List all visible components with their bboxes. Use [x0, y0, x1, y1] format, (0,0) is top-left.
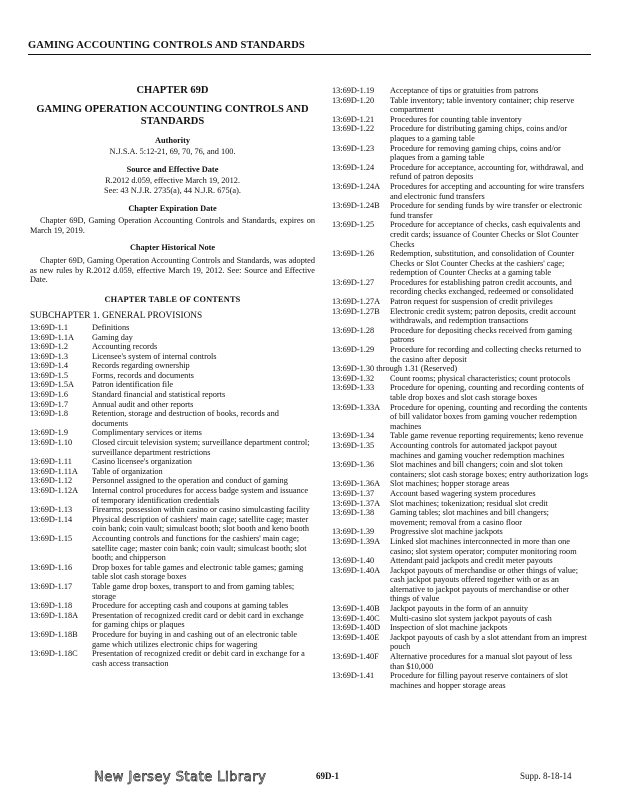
toc-entry [30, 649, 315, 668]
section-number: 13:69D-1.12A [30, 486, 79, 495]
source-line-1: R.2012 d.059, effective March 19, 2012. [105, 176, 240, 186]
section-number: 13:69D-1.19 [332, 86, 375, 95]
section-title: Accounting controls for automated jackpot payout machines and gaming voucher redemption machines [390, 440, 565, 460]
section-number: 13:69D-1.36 [332, 460, 375, 470]
section-title: Procedure for removing gaming chips, coins and/or plaques from a gaming table [390, 143, 561, 163]
toc-entry [332, 115, 588, 125]
toc-entry [332, 441, 588, 460]
section-number: 13:69D-1.6 [30, 390, 69, 400]
toc-heading: CHAPTER TABLE OF CONTENTS [104, 294, 241, 304]
toc-entry [30, 611, 315, 630]
section-number: 13:69D-1.37 [332, 488, 375, 498]
section-title: Procedure for sending funds by wire transfer or electronic fund transfer [390, 201, 583, 220]
section-title: Electronic credit system; patron deposits, credit account withdrawals, and redemption transactions [390, 306, 576, 326]
section-number: 13:69D-1.20 [332, 95, 375, 105]
toc-entry [332, 527, 588, 537]
section-number: 13:69D-1.18 [30, 601, 73, 611]
toc-entry [332, 220, 588, 249]
toc-entry [30, 476, 315, 486]
section-number: 13:69D-1.32 [332, 373, 375, 383]
section-title: Procedure for filling payout reserve containers of slot machines and hopper storage areas [390, 671, 568, 690]
toc-entry [30, 333, 315, 343]
section-number: 13:69D-1.1A [30, 332, 75, 342]
section-title: Accounting records [92, 342, 158, 352]
section-number: 13:69D-1.18B [30, 629, 78, 639]
toc-entry [30, 563, 315, 582]
toc-entry [332, 383, 588, 402]
section-number: 13:69D-1.18A [30, 610, 79, 620]
section-title: Closed circuit television system; surveillance department control; surveillance department restrictions [92, 438, 310, 457]
section-title: Procedures for accepting and accounting for wire transfers and electronic fund transfers [390, 181, 585, 201]
section-title: Alternative procedures for a manual slot payout of less than $10,000 [390, 652, 573, 671]
expiration-heading: Chapter Expiration Date [128, 203, 217, 213]
section-title: Table game revenue reporting requirements; keno revenue [390, 431, 584, 441]
section-title: Procedure for acceptance, accounting for, withdrawal, and refund of patron deposits [390, 162, 584, 182]
section-number: 13:69D-1.35 [332, 440, 375, 450]
section-title: Table game drop boxes, transport to and from gaming tables; storage [92, 581, 295, 601]
toc-entry [30, 467, 315, 477]
section-title: Procedure for buying in and cashing out of an electronic table game which utilizes electronic chips for wagering [92, 629, 298, 649]
chapter-title: GAMING OPERATION ACCOUNTING CONTROLS AND STANDARDS [36, 103, 309, 127]
section-number: 13:69D-1.26 [332, 249, 375, 259]
section-number: 13:69D-1.11 [30, 457, 72, 467]
section-number: 13:69D-1.39 [332, 527, 375, 537]
section-title: 13:69D-1.30 through 1.31 (Reserved) [332, 364, 458, 374]
section-number: 13:69D-1.34 [332, 431, 375, 441]
section-number: 13:69D-1.12 [30, 476, 73, 486]
toc-entry [332, 307, 588, 326]
page-number: 69D-1 [316, 771, 339, 781]
section-title: Count rooms; physical characteristics; count protocols [390, 373, 571, 383]
toc-entry [332, 489, 588, 499]
section-number: 13:69D-1.23 [332, 143, 375, 153]
toc-entry [332, 278, 588, 297]
section-number: 13:69D-1.37A [332, 498, 381, 508]
section-title: Table of organization [92, 466, 163, 476]
section-number: 13:69D-1.8 [30, 409, 69, 419]
section-title: Presentation of recognized credit card or debit card in exchange for gaming chips or plaques [92, 610, 304, 630]
section-number: 13:69D-1.27A [332, 297, 381, 307]
section-title: Jackpot payouts in the form of an annuity [390, 604, 529, 614]
section-number: 13:69D-1.15 [30, 533, 73, 543]
toc-entry [30, 486, 315, 505]
toc-entry [30, 630, 315, 649]
toc-entry [332, 479, 588, 489]
toc-entry [332, 604, 588, 614]
section-title: Account based wagering system procedures [390, 488, 536, 498]
toc-entry [332, 201, 588, 220]
section-title: Physical description of cashiers' main cage; satellite cage; master coin bank; coin vault; simulcast booth; slot booth and keno booth [92, 514, 310, 534]
section-title: Patron request for suspension of credit privileges [390, 297, 553, 307]
section-title: Jackpot payouts of merchandise or other things of value; cash jackpot payouts offered together with or as an alternative to jackpot payouts of merchandise or other things of value [390, 565, 579, 604]
section-title: Procedure for opening, counting and recording contents of table drop boxes and slot cash storage boxes [390, 383, 584, 402]
section-title: Annual audit and other reports [92, 399, 194, 409]
right-column [332, 86, 588, 690]
section-number: 13:69D-1.40A [332, 565, 381, 575]
section-number: 13:69D-1.24B [332, 201, 380, 211]
section-title: Procedure for distributing gaming chips, coins and/or plaques to a gaming table [390, 124, 568, 143]
section-title: Redemption, substitution, and consolidation of Counter Checks or Slot Counter Checks at the cashiers' cage; redemption of Counter Checks at a gaming table [390, 249, 575, 278]
toc-entry [30, 352, 315, 362]
section-number: 13:69D-1.24 [332, 162, 375, 172]
section-number: 13:69D-1.27 [332, 277, 375, 287]
section-title: Slot machines; hopper storage areas [390, 479, 510, 489]
section-title: Presentation of recognized credit or debit card in exchange for a cash access transaction [92, 649, 305, 668]
toc-entry [332, 460, 588, 479]
section-number: 13:69D-1.33A [332, 402, 381, 412]
authority-heading: Authority [154, 135, 191, 145]
section-number: 13:69D-1.40D [332, 623, 381, 633]
running-head: GAMING ACCOUNTING CONTROLS AND STANDARDS [28, 40, 305, 51]
library-watermark: New Jersey State Library [94, 770, 267, 785]
section-title: Multi-casino slot system jackpot payouts of cash [390, 613, 552, 623]
section-number: 13:69D-1.25 [332, 220, 375, 230]
section-title: Attendant paid jackpots and credit meter payouts [390, 556, 553, 566]
section-number: 13:69D-1.5 [30, 370, 69, 380]
section-title: Personnel assigned to the operation and conduct of gaming [92, 476, 288, 486]
authority-text: N.J.S.A. 5:12-21, 69, 70, 76, and 100. [109, 147, 236, 157]
section-title: Definitions [92, 322, 130, 332]
history-text: Chapter 69D, Gaming Operation Accounting Controls and Standards, was adopted as new rules by R.2012 d.059, effective March 19, 2012. See: Source and Effective Date. [30, 255, 315, 285]
section-title: Procedure for accepting cash and coupons at gaming tables [92, 601, 289, 611]
left-column [30, 84, 315, 668]
section-title: Slot machines; tokenization; residual slot credit [390, 498, 548, 508]
section-number: 13:69D-1.17 [30, 581, 73, 591]
section-number: 13:69D-1.38 [332, 508, 375, 518]
toc-entry [332, 671, 588, 690]
toc-entry [30, 361, 315, 371]
toc-entry [332, 364, 588, 374]
toc-entry [30, 342, 315, 352]
section-number: 13:69D-1.4 [30, 361, 69, 371]
chapter-number: CHAPTER 69D [136, 85, 209, 96]
toc-entry [332, 556, 588, 566]
section-number: 13:69D-1.14 [30, 514, 73, 524]
subchapter-heading: SUBCHAPTER 1. GENERAL PROVISIONS [30, 311, 203, 322]
toc-entry [332, 431, 588, 441]
toc-entry [332, 614, 588, 624]
section-title: Accounting controls and functions for the cashiers' main cage; satellite cage; master coin bank; coin vault; simulcast booth; slot booth; and chipperson [92, 533, 307, 563]
section-title: Linked slot machines interconnected in more than one casino; slot system operator; computer monitoring room [390, 536, 577, 556]
toc-entry [30, 505, 315, 515]
toc-entry [30, 534, 315, 563]
toc-entry [332, 86, 588, 96]
section-title: Records regarding ownership [92, 361, 190, 371]
section-number: 13:69D-1.29 [332, 345, 375, 355]
section-title: Standard financial and statistical reports [92, 390, 226, 400]
toc-entry [332, 499, 588, 509]
toc-entry [30, 400, 315, 410]
supplement-date: Supp. 8-18-14 [520, 771, 572, 781]
toc-entry [332, 124, 588, 143]
section-number: 13:69D-1.39A [332, 536, 381, 546]
toc-entry [332, 249, 588, 278]
toc-entry [30, 380, 315, 390]
section-title: Complimentary services or items [92, 428, 202, 438]
header-rule [28, 54, 591, 55]
toc-entry [332, 623, 588, 633]
toc-entry [332, 403, 588, 432]
toc-entry [332, 297, 588, 307]
section-number: 13:69D-1.7 [30, 399, 69, 409]
toc-entry [332, 633, 588, 652]
section-number: 13:69D-1.10 [30, 438, 73, 448]
section-title: Slot machines and bill changers; coin and slot token containers; slot cash storage boxes; entry authorization logs [390, 460, 588, 479]
section-number: 13:69D-1.24A [332, 181, 381, 191]
toc-entry [332, 508, 588, 527]
toc-entry [332, 182, 588, 201]
section-number: 13:69D-1.28 [332, 325, 375, 335]
section-number: 13:69D-1.40 [332, 556, 375, 566]
toc-entry [30, 371, 315, 381]
toc-entry [332, 144, 588, 163]
section-number: 13:69D-1.11A [30, 466, 78, 476]
toc-list-right [332, 86, 588, 690]
section-number: 13:69D-1.18C [30, 649, 78, 659]
section-number: 13:69D-1.27B [332, 306, 380, 316]
section-title: Gaming day [92, 332, 133, 342]
section-number: 13:69D-1.16 [30, 562, 73, 572]
toc-entry [30, 409, 315, 428]
section-number: 13:69D-1.13 [30, 505, 73, 515]
toc-entry [30, 457, 315, 467]
section-number: 13:69D-1.22 [332, 124, 375, 134]
toc-list-left [30, 323, 315, 668]
section-number: 13:69D-1.2 [30, 342, 69, 352]
section-title: Firearms; possession within casino or casino simulcasting facility [92, 505, 310, 515]
section-number: 13:69D-1.5A [30, 380, 75, 390]
section-number: 13:69D-1.36A [332, 479, 381, 489]
section-title: Retention, storage and destruction of books, records and documents [92, 409, 279, 428]
toc-entry [332, 163, 588, 182]
section-title: Procedure for opening, counting and recording the contents of bill validator boxes from gaming voucher redemption machines [390, 402, 588, 431]
section-title: Gaming tables; slot machines and bill changers; movement; removal from a casino floor [390, 508, 549, 527]
section-title: Procedures for establishing patron credit accounts, and recording checks exchanged, redeemed or consolidated [390, 277, 574, 297]
source-line-2: See: 43 N.J.R. 2735(a), 44 N.J.R. 675(a). [104, 185, 241, 195]
section-number: 13:69D-1.1 [30, 322, 69, 332]
section-title: Forms, records and documents [92, 370, 194, 380]
toc-entry [30, 515, 315, 534]
toc-entry [332, 652, 588, 671]
section-number: 13:69D-1.3 [30, 351, 69, 361]
section-number: 13:69D-1.40C [332, 613, 380, 623]
section-title: Drop boxes for table games and electronic table games; gaming table slot cash storage boxes [92, 562, 304, 582]
section-title: Procedures for counting table inventory [390, 114, 522, 124]
toc-entry [30, 323, 315, 333]
section-number: 13:69D-1.40F [332, 652, 379, 662]
section-number: 13:69D-1.33 [332, 383, 375, 393]
section-title: Progressive slot machine jackpots [390, 527, 503, 537]
section-title: Inspection of slot machine jackpots [390, 623, 508, 633]
section-number: 13:69D-1.41 [332, 671, 375, 681]
section-number: 13:69D-1.9 [30, 428, 69, 438]
toc-entry [30, 601, 315, 611]
section-number: 13:69D-1.40E [332, 632, 380, 642]
section-title: Internal control procedures for access badge system and issuance of temporary identification credentials [92, 486, 309, 505]
source-heading: Source and Effective Date [126, 164, 219, 174]
section-title: Patron identification file [92, 380, 174, 390]
toc-entry [30, 390, 315, 400]
section-title: Procedure for acceptance of checks, cash equivalents and credit cards; issuance of Counter Checks or Slot Counter Checks [390, 220, 581, 249]
toc-entry [30, 428, 315, 438]
toc-entry [332, 537, 588, 556]
section-number: 13:69D-1.40B [332, 604, 380, 614]
toc-entry [332, 326, 588, 345]
section-title: Procedure for depositing checks received from gaming patrons [390, 325, 573, 345]
section-number: 13:69D-1.21 [332, 114, 375, 124]
toc-entry [332, 374, 588, 384]
toc-entry [332, 96, 588, 115]
section-title: Procedure for recording and collecting checks returned to the casino after deposit [390, 345, 581, 364]
section-title: Casino licensee's organization [92, 457, 192, 467]
expiration-text: Chapter 69D, Gaming Operation Accounting Controls and Standards, expires on March 19, 2019. [30, 216, 315, 235]
section-title: Jackpot payouts of cash by a slot attendant from an imprest pouch [390, 632, 587, 652]
toc-entry [332, 345, 588, 364]
section-title: Acceptance of tips or gratuities from patrons [390, 86, 539, 95]
section-title: Licensee's system of internal controls [92, 351, 217, 361]
toc-entry [30, 582, 315, 601]
toc-entry [30, 438, 315, 457]
history-heading: Chapter Historical Note [129, 243, 216, 253]
section-title: Table inventory; table inventory container; chip reserve compartment [390, 95, 575, 115]
toc-entry [332, 566, 588, 604]
